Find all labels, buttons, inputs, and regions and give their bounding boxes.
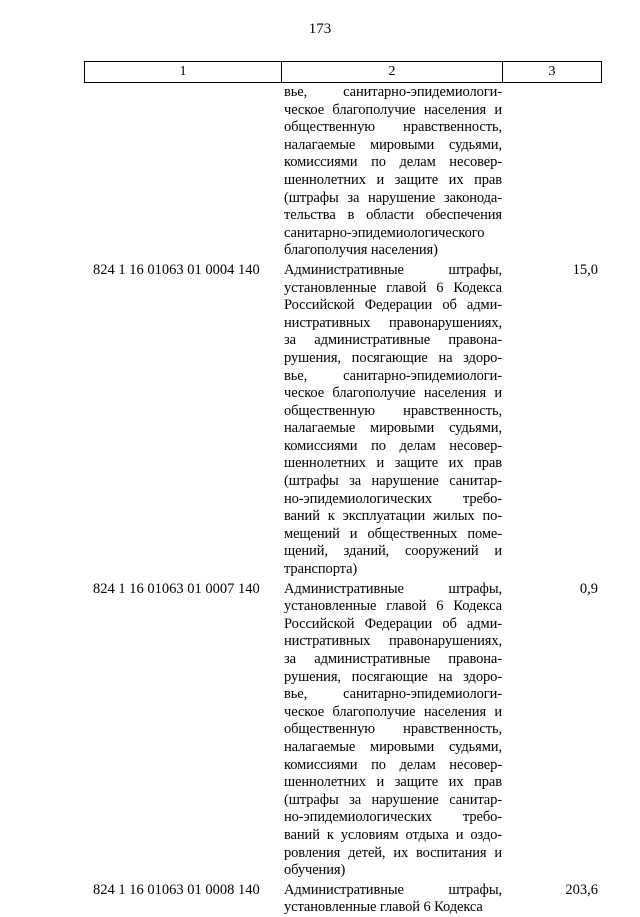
name-line: рушения, посягающие на здоро- bbox=[284, 668, 502, 685]
code-cell: 824 1 16 01063 01 0008 140 bbox=[93, 881, 260, 898]
name-line: ваний к эксплуатации жилых по- bbox=[284, 508, 502, 525]
name-line: Российской Федерации об адми- bbox=[284, 297, 502, 314]
name-line: ваний к условиям отдыха и оздо- bbox=[284, 826, 502, 843]
name-line: вье, санитарно-эпидемиологи- bbox=[284, 367, 502, 384]
name-line: Административные штрафы, bbox=[284, 881, 502, 898]
name-cell bbox=[281, 882, 502, 917]
name-cell bbox=[281, 84, 502, 260]
name-line: санитарно-эпидемиологического bbox=[284, 224, 485, 241]
name-line: ческое благополучие населения и bbox=[284, 703, 502, 720]
name-line: мещений и общественных поме- bbox=[284, 525, 502, 542]
name-line: установленные главой 6 Кодекса bbox=[284, 598, 502, 615]
name-line: общественную нравственность, bbox=[284, 402, 502, 419]
name-line: установленные главой 6 Кодекса bbox=[284, 899, 483, 916]
name-line: общественную нравственность, bbox=[284, 721, 502, 738]
name-line: ческое благополучие населения и bbox=[284, 101, 502, 118]
name-line: тельства в области обеспечения bbox=[284, 207, 502, 224]
table-header bbox=[84, 61, 602, 83]
name-line: обучения) bbox=[284, 862, 346, 879]
table-row bbox=[84, 882, 602, 917]
amount-cell: 15,0 bbox=[572, 261, 598, 278]
name-line: (штрафы за нарушение санитар- bbox=[284, 473, 502, 490]
name-line: комиссиями по делам несовер- bbox=[284, 756, 502, 773]
amount-cell: 203,6 bbox=[565, 881, 598, 898]
name-line: щений, зданий, сооружений и bbox=[284, 543, 502, 560]
name-cell bbox=[281, 262, 502, 579]
name-line: налагаемые мировыми судьями, bbox=[284, 420, 502, 437]
name-line: комиссиями по делам несовер- bbox=[284, 154, 502, 171]
name-line: рушения, посягающие на здоро- bbox=[284, 349, 502, 366]
name-line: нистративных правонарушениях, bbox=[284, 314, 502, 331]
name-line: (штрафы за нарушение санитар- bbox=[284, 791, 502, 808]
name-line: налагаемые мировыми судьями, bbox=[284, 136, 502, 153]
column-header-amount: 3 bbox=[548, 64, 556, 79]
column-header-name: 2 bbox=[282, 62, 503, 82]
name-line: ровления детей, их воспитания и bbox=[284, 844, 502, 861]
name-line: но-эпидемиологических требо- bbox=[284, 809, 502, 826]
name-line: но-эпидемиологических требо- bbox=[284, 490, 502, 507]
name-line: ческое благополучие населения и bbox=[284, 385, 502, 402]
table-row bbox=[84, 262, 602, 579]
column-header-code: 1 bbox=[85, 62, 282, 82]
name-line: общественную нравственность, bbox=[284, 119, 502, 136]
name-line: Российской Федерации об адми- bbox=[284, 615, 502, 632]
name-line: благополучия населения) bbox=[284, 242, 438, 259]
name-line: установленные главой 6 Кодекса bbox=[284, 279, 502, 296]
name-line: за административные правона- bbox=[284, 332, 502, 349]
table-row bbox=[84, 84, 602, 260]
table-body bbox=[84, 84, 602, 917]
name-line: (штрафы за нарушение законода- bbox=[284, 189, 502, 206]
code-cell: 824 1 16 01063 01 0004 140 bbox=[93, 261, 260, 278]
code-cell: 824 1 16 01063 01 0007 140 bbox=[93, 580, 260, 597]
table-row bbox=[84, 581, 602, 880]
name-line: шеннолетних и защите их прав bbox=[284, 171, 502, 188]
name-line: Административные штрафы, bbox=[284, 261, 502, 278]
name-line: комиссиями по делам несовер- bbox=[284, 437, 502, 454]
budget-table bbox=[84, 61, 602, 917]
name-cell bbox=[281, 581, 502, 880]
name-line: налагаемые мировыми судьями, bbox=[284, 738, 502, 755]
name-line: шеннолетних и защите их прав bbox=[284, 455, 502, 472]
name-line: вье, санитарно-эпидемиологи- bbox=[284, 686, 502, 703]
name-line: нистративных правонарушениях, bbox=[284, 633, 502, 650]
name-line: транспорта) bbox=[284, 561, 358, 578]
name-line: шеннолетних и защите их прав bbox=[284, 774, 502, 791]
page-number: 173 bbox=[308, 21, 332, 37]
name-line: Административные штрафы, bbox=[284, 580, 502, 597]
name-line: за административные правона- bbox=[284, 651, 502, 667]
amount-cell: 0,9 bbox=[579, 580, 598, 597]
name-line: вье, санитарно-эпидемиологи- bbox=[284, 84, 502, 100]
